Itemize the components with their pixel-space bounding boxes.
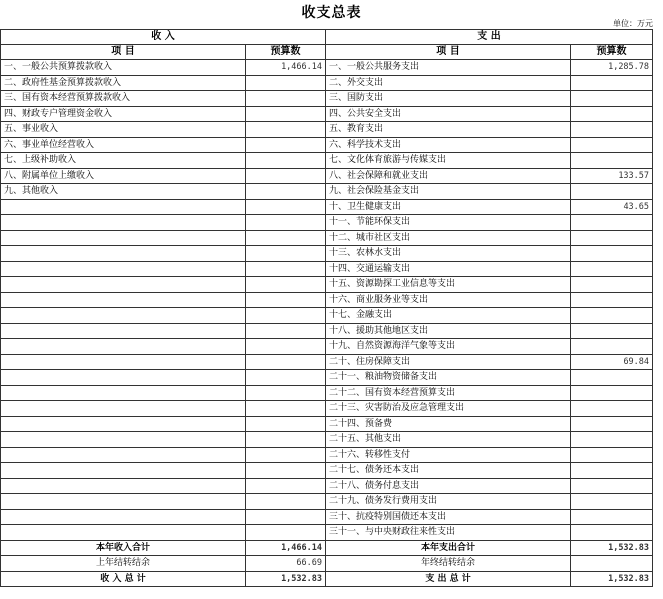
expense-amount (571, 447, 653, 463)
income-item (1, 261, 246, 277)
expense-item: 二十二、国有资本经营预算支出 (326, 385, 571, 401)
income-item (1, 292, 246, 308)
income-amount (246, 230, 326, 246)
table-row (1, 277, 653, 293)
expense-item: 十七、金融支出 (326, 308, 571, 324)
expense-amount (571, 432, 653, 448)
income-item: 七、上级补助收入 (1, 153, 246, 169)
expense-item: 八、社会保障和就业支出 (326, 168, 571, 184)
table-row (1, 416, 653, 432)
income-amount (246, 153, 326, 169)
expense-amount (571, 494, 653, 510)
income-amount (246, 447, 326, 463)
income-item: 四、财政专户管理资金收入 (1, 106, 246, 122)
table-row (1, 525, 653, 541)
expense-amount (571, 122, 653, 138)
expense-item: 十五、资源勘探工业信息等支出 (326, 277, 571, 293)
carryover-label: 上年结转结余 (1, 556, 246, 572)
page-title: 收支总表 (301, 5, 362, 21)
income-item (1, 277, 246, 293)
expense-amount: 69.84 (571, 354, 653, 370)
income-amount (246, 122, 326, 138)
expense-amount (571, 509, 653, 525)
income-amount (246, 308, 326, 324)
expense-amount: 1,285.78 (571, 60, 653, 76)
income-item: 九、其他收入 (1, 184, 246, 200)
income-item (1, 401, 246, 417)
grand-total-row (1, 571, 653, 587)
income-amount (246, 323, 326, 339)
expense-amount (571, 153, 653, 169)
expense-amount (571, 137, 653, 153)
expense-item: 十一、节能环保支出 (326, 215, 571, 231)
income-budget-header: 预算数 (246, 45, 326, 60)
table-row (1, 447, 653, 463)
expense-amount (571, 91, 653, 107)
expense-item: 二十七、债务还本支出 (326, 463, 571, 479)
table-row (1, 60, 653, 76)
expense-amount (571, 463, 653, 479)
expense-item: 九、社会保险基金支出 (326, 184, 571, 200)
expense-amount (571, 323, 653, 339)
income-amount (246, 370, 326, 386)
expense-amount (571, 184, 653, 200)
income-amount (246, 509, 326, 525)
income-amount (246, 106, 326, 122)
table-row (1, 432, 653, 448)
income-item (1, 199, 246, 215)
income-item (1, 370, 246, 386)
expense-item: 十九、自然资源海洋气象等支出 (326, 339, 571, 355)
income-amount (246, 75, 326, 91)
income-item: 一、一般公共预算拨款收入 (1, 60, 246, 76)
table-body (1, 30, 653, 541)
income-amount (246, 137, 326, 153)
income-item (1, 354, 246, 370)
table-row (1, 215, 653, 231)
expense-item: 七、文化体育旅游与传媒支出 (326, 153, 571, 169)
income-item (1, 339, 246, 355)
expense-item: 十三、农林水支出 (326, 246, 571, 262)
income-item: 三、国有资本经营预算拨款收入 (1, 91, 246, 107)
annual-total-row (1, 540, 653, 556)
income-amount (246, 215, 326, 231)
income-grand-value: 1,532.83 (246, 571, 326, 587)
table-row (1, 246, 653, 262)
income-item (1, 447, 246, 463)
income-item-header: 项 目 (1, 45, 246, 60)
table-row (1, 106, 653, 122)
section-header-row (1, 30, 653, 45)
income-item: 二、政府性基金预算拨款收入 (1, 75, 246, 91)
income-item (1, 230, 246, 246)
income-amount (246, 168, 326, 184)
table-row (1, 168, 653, 184)
table-row (1, 339, 653, 355)
income-item: 六、事业单位经营收入 (1, 137, 246, 153)
expense-amount (571, 106, 653, 122)
expense-amount (571, 401, 653, 417)
income-amount (246, 463, 326, 479)
unit-label: 单位：万元 (613, 19, 653, 28)
income-item (1, 525, 246, 541)
income-item (1, 494, 246, 510)
income-amount (246, 91, 326, 107)
income-amount (246, 184, 326, 200)
income-item (1, 385, 246, 401)
expense-amount (571, 339, 653, 355)
expense-item: 十二、城市社区支出 (326, 230, 571, 246)
expense-section-header: 支 出 (326, 30, 653, 45)
expense-item: 三十一、与中央财政往来性支出 (326, 525, 571, 541)
table-row (1, 385, 653, 401)
income-total-label: 本年收入合计 (1, 540, 246, 556)
expense-amount (571, 308, 653, 324)
income-amount (246, 494, 326, 510)
table-row (1, 463, 653, 479)
carryover-value: 66.69 (246, 556, 326, 572)
expense-item: 三十、抗疫特别国债还本支出 (326, 509, 571, 525)
table-row (1, 91, 653, 107)
expense-grand-label: 支 出 总 计 (326, 571, 571, 587)
expense-total-label: 本年支出合计 (326, 540, 571, 556)
totals-body (1, 540, 653, 587)
income-amount (246, 277, 326, 293)
expense-item: 十四、交通运输支出 (326, 261, 571, 277)
income-amount: 1,466.14 (246, 60, 326, 76)
expense-amount (571, 525, 653, 541)
income-amount (246, 339, 326, 355)
expense-amount (571, 370, 653, 386)
expense-amount (571, 292, 653, 308)
expense-item: 十八、援助其他地区支出 (326, 323, 571, 339)
table-row (1, 292, 653, 308)
income-item (1, 323, 246, 339)
income-amount (246, 401, 326, 417)
income-amount (246, 261, 326, 277)
expense-item: 四、公共安全支出 (326, 106, 571, 122)
table-row (1, 478, 653, 494)
expense-item: 二十一、粮油物资储备支出 (326, 370, 571, 386)
expense-amount (571, 75, 653, 91)
income-item: 五、事业收入 (1, 122, 246, 138)
table-row (1, 230, 653, 246)
income-item (1, 215, 246, 231)
expense-amount: 43.65 (571, 199, 653, 215)
expense-amount (571, 478, 653, 494)
budget-table (0, 29, 653, 587)
expense-item: 二十五、其他支出 (326, 432, 571, 448)
income-amount (246, 416, 326, 432)
expense-item: 二、外交支出 (326, 75, 571, 91)
income-item (1, 308, 246, 324)
expense-item: 二十九、债务发行费用支出 (326, 494, 571, 510)
table-row (1, 199, 653, 215)
expense-item: 二十四、预备费 (326, 416, 571, 432)
table-row (1, 509, 653, 525)
income-amount (246, 432, 326, 448)
expense-item: 十、卫生健康支出 (326, 199, 571, 215)
table-row (1, 401, 653, 417)
expense-item: 十六、商业服务业等支出 (326, 292, 571, 308)
expense-item: 五、教育支出 (326, 122, 571, 138)
income-total-value: 1,466.14 (246, 540, 326, 556)
table-row (1, 122, 653, 138)
expense-budget-header: 预算数 (571, 45, 653, 60)
expense-item: 一、一般公共服务支出 (326, 60, 571, 76)
table-row (1, 370, 653, 386)
expense-amount (571, 246, 653, 262)
expense-item: 六、科学技术支出 (326, 137, 571, 153)
table-row (1, 261, 653, 277)
expense-amount: 133.57 (571, 168, 653, 184)
income-amount (246, 199, 326, 215)
carryover-row (1, 556, 653, 572)
income-amount (246, 246, 326, 262)
expense-item: 二十六、转移性支付 (326, 447, 571, 463)
income-amount (246, 354, 326, 370)
income-item (1, 478, 246, 494)
income-amount (246, 385, 326, 401)
expense-item-header: 项 目 (326, 45, 571, 60)
income-grand-label: 收 入 总 计 (1, 571, 246, 587)
table-row (1, 323, 653, 339)
table-row (1, 137, 653, 153)
expense-grand-value: 1,532.83 (571, 571, 653, 587)
income-amount (246, 525, 326, 541)
income-amount (246, 478, 326, 494)
expense-item: 三、国防支出 (326, 91, 571, 107)
expense-item: 二十、住房保障支出 (326, 354, 571, 370)
table-row (1, 75, 653, 91)
income-item (1, 416, 246, 432)
income-amount (246, 292, 326, 308)
income-item (1, 463, 246, 479)
income-section-header: 收 入 (1, 30, 326, 45)
income-item (1, 246, 246, 262)
table-row (1, 184, 653, 200)
table-row (1, 354, 653, 370)
expense-amount (571, 277, 653, 293)
expense-amount (571, 215, 653, 231)
column-header-row (1, 45, 653, 60)
table-row (1, 308, 653, 324)
expense-amount (571, 385, 653, 401)
expense-item: 二十八、债务付息支出 (326, 478, 571, 494)
expense-item: 二十三、灾害防治及应急管理支出 (326, 401, 571, 417)
ending-balance-value (571, 556, 653, 572)
table-row (1, 494, 653, 510)
expense-amount (571, 416, 653, 432)
ending-balance-label: 年终结转结余 (326, 556, 571, 572)
income-item (1, 509, 246, 525)
expense-amount (571, 261, 653, 277)
table-row (1, 153, 653, 169)
income-item: 八、附属单位上缴收入 (1, 168, 246, 184)
income-item (1, 432, 246, 448)
expense-amount (571, 230, 653, 246)
expense-total-value: 1,532.83 (571, 540, 653, 556)
